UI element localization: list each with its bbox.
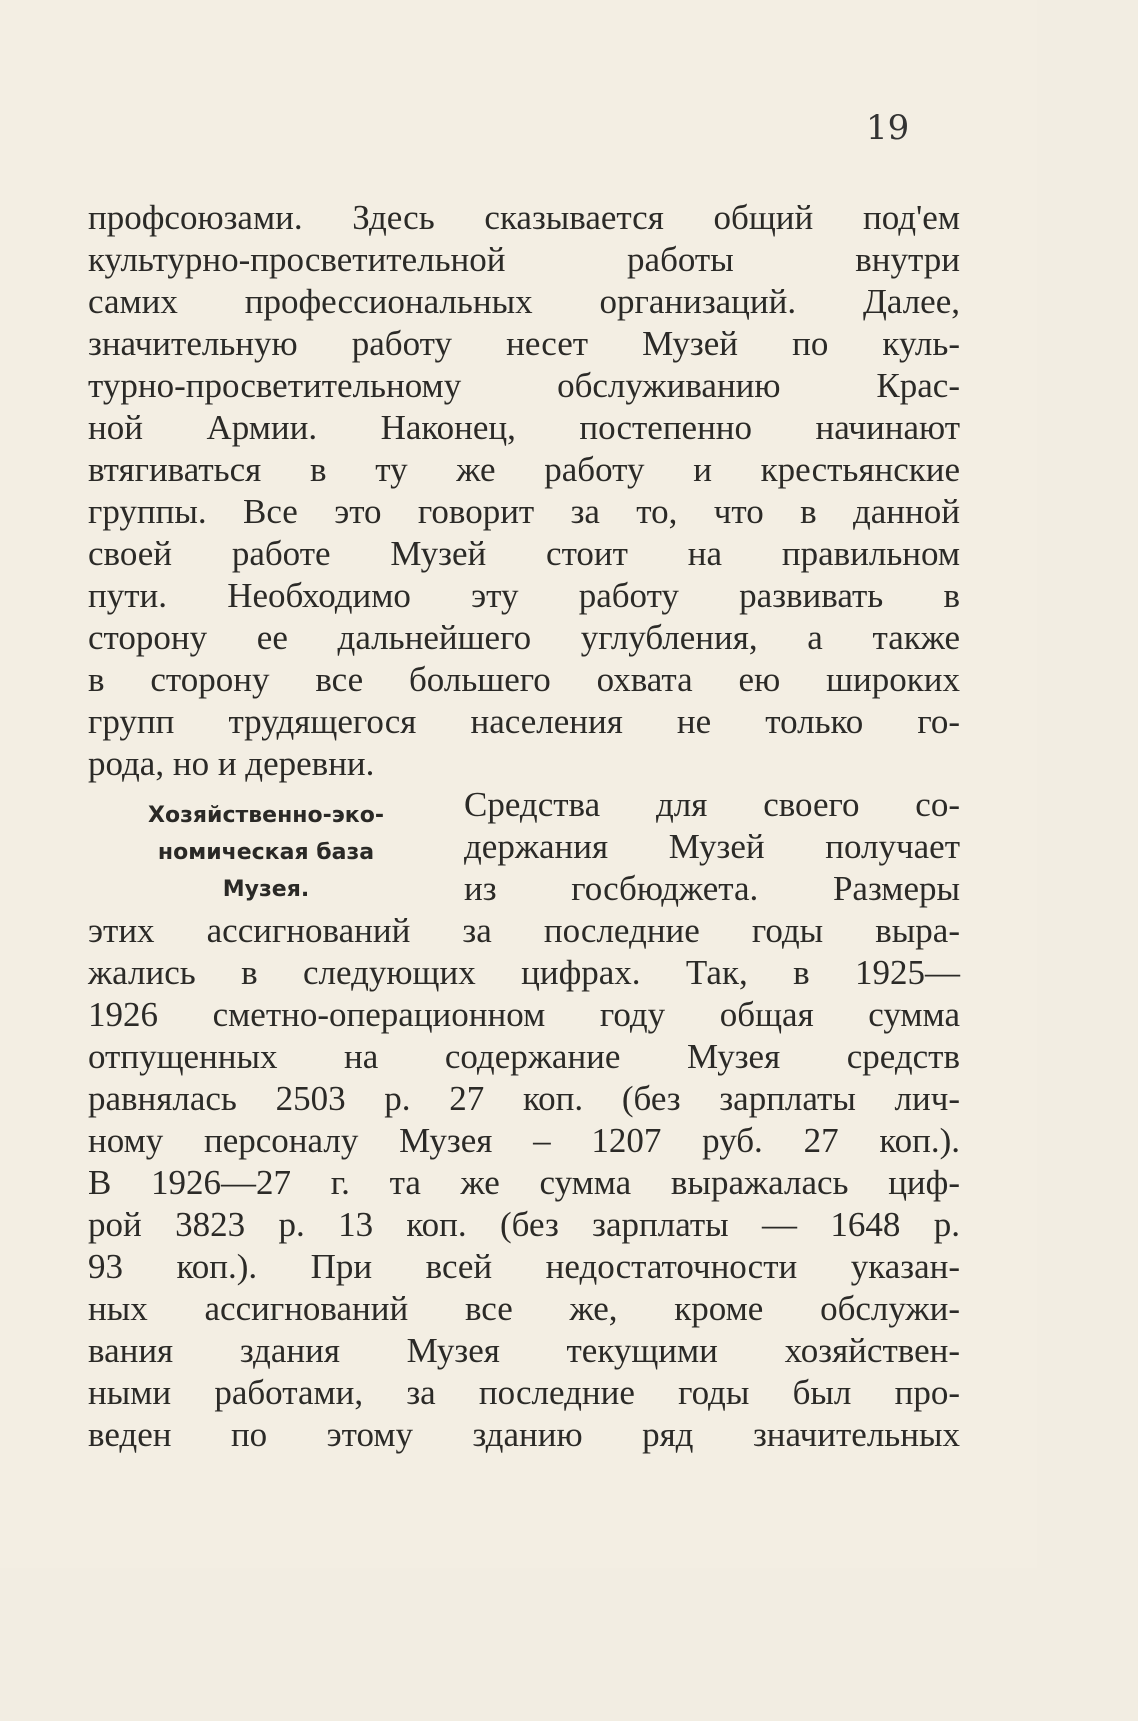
side-heading-line: Музея. bbox=[222, 877, 310, 902]
text-line: рой 3823 р. 13 коп. (без зарплаты — 1648 р. bbox=[88, 1205, 960, 1244]
text-line: сторону ее дальнейшего углубления, а также bbox=[88, 618, 960, 657]
text-line: групп трудящегося населения не только го- bbox=[88, 702, 960, 741]
text-line: культурно-просветительной работы внутри bbox=[88, 240, 960, 279]
text-line: профсоюзами. Здесь сказывается общий под'ем bbox=[88, 198, 960, 237]
text-line: держания Музей получает bbox=[464, 827, 960, 866]
text-line: ной Армии. Наконец, постепенно начинают bbox=[88, 408, 960, 447]
paragraph-1 bbox=[88, 197, 960, 785]
section-with-side-heading bbox=[88, 784, 960, 910]
paragraph-2 bbox=[88, 910, 960, 1456]
text-line: ными работами, за последние годы был про- bbox=[88, 1373, 960, 1412]
side-heading-line: Хозяйственно-эко- bbox=[148, 803, 384, 828]
text-line: в сторону все большего охвата ею широких bbox=[88, 660, 960, 699]
text-line: самих профессиональных организаций. Далее, bbox=[88, 282, 960, 321]
text-line: значительную работу несет Музей по куль- bbox=[88, 324, 960, 363]
page-number: 19 bbox=[866, 108, 910, 148]
text-line: жались в следующих цифрах. Так, в 1925— bbox=[88, 953, 960, 992]
text-line: турно-просветительному обслуживанию Крас- bbox=[88, 366, 960, 405]
text-line: Средства для своего со- bbox=[464, 785, 960, 824]
text-line: ных ассигнований все же, кроме обслужи- bbox=[88, 1289, 960, 1328]
text-line: этих ассигнований за последние годы выра- bbox=[88, 911, 960, 950]
text-line: В 1926—27 г. та же сумма выражалась циф- bbox=[88, 1163, 960, 1202]
text-line: ному персоналу Музея – 1207 руб. 27 коп.). bbox=[88, 1121, 960, 1160]
text-line: пути. Необходимо эту работу развивать в bbox=[88, 576, 960, 615]
paragraph-2-side bbox=[464, 784, 960, 910]
text-line: группы. Все это говорит за то, что в данной bbox=[88, 492, 960, 531]
text-line: вания здания Музея текущими хозяйствен- bbox=[88, 1331, 960, 1370]
text-line: равнялась 2503 р. 27 коп. (без зарплаты лич- bbox=[88, 1079, 960, 1118]
text-line: своей работе Музей стоит на правильном bbox=[88, 534, 960, 573]
text-line: из госбюджета. Размеры bbox=[464, 869, 960, 908]
text-line: 1926 сметно-операционном году общая сумма bbox=[88, 995, 960, 1034]
text-line: веден по этому зданию ряд значительных bbox=[88, 1415, 960, 1454]
text-line: отпущенных на содержание Музея средств bbox=[88, 1037, 960, 1076]
text-line: втягиваться в ту же работу и крестьянские bbox=[88, 450, 960, 489]
text-line: рода, но и деревни. bbox=[88, 744, 375, 783]
text-line: 93 коп.). При всей недостаточности указан- bbox=[88, 1247, 960, 1286]
side-heading bbox=[88, 797, 444, 908]
side-heading-line: номическая база bbox=[157, 840, 375, 865]
